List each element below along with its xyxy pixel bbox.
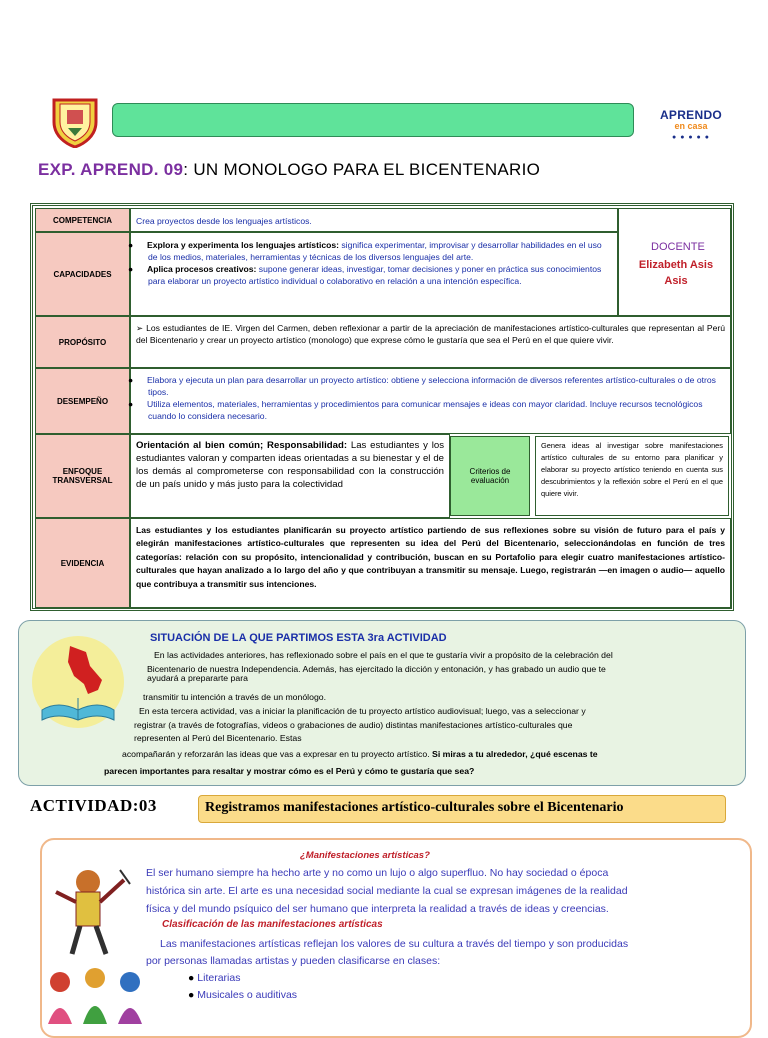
peru-map-book-icon [28, 632, 128, 732]
list-item [188, 970, 240, 987]
situacion-line-7: representen al Perú del Bicentenario. Estas [134, 733, 302, 743]
manif-line-5: por personas llamadas artistas y pueden clasificarse en clases: [146, 955, 441, 967]
situacion-line-3: ayudará a prepararte para [147, 673, 248, 683]
item-musicales: Musicales o auditivas [197, 989, 298, 1001]
manif-line-3: física y del mundo psíquico del ser humano que interpreta la realidad a través de ideas y creencias. [146, 903, 609, 915]
cap1-text: significa experimentar, improvisar y desarrollar habilidades en el uso de los medios, materiales, herramientas y técnicas de los diversos lenguajes del arte. [148, 240, 602, 262]
cap1-bold: Explora y experimenta los lenguajes artísticos: [147, 240, 339, 250]
situacion-line-8b: Si miras a tu alrededor, ¿qué escenas te [429, 749, 598, 759]
proposito-cell [130, 316, 731, 368]
school-shield-logo [50, 96, 100, 148]
manif-line-4: Las manifestaciones artísticas reflejan los valores de su cultura a través del tiempo y son producidas [160, 938, 629, 950]
aprendo-logo-text: APRENDO [659, 108, 723, 122]
evidencia-label: EVIDENCIA [35, 518, 130, 608]
item-literarias: Literarias [197, 972, 241, 984]
enfoque-text: Las estudiantes y los estudiantes valoran y comparten ideas orientadas a su bienestar y el de los demás al comprometerse con responsabilidad con la construcción de un país unido y más justo para la colectividad [136, 440, 444, 490]
capacidades-label: CAPACIDADES [35, 232, 130, 316]
enfoque-bold: Orientación al bien común; Responsabilidad: [136, 440, 348, 451]
situacion-line-4: transmitir tu intención a través de un monólogo. [143, 692, 327, 702]
actividad-text: Registramos manifestaciones artístico-culturales sobre el Bicentenario [205, 800, 624, 815]
dancer-illustration-icon [46, 862, 136, 962]
page-title [38, 160, 540, 180]
title-rest: : UN MONOLOGO PARA EL BICENTENARIO [183, 160, 541, 179]
aprendo-en-casa-logo [656, 110, 726, 143]
situacion-title: SITUACIÓN DE LA QUE PARTIMOS ESTA 3ra ACTIVIDAD [150, 632, 447, 644]
des1-text: Elabora y ejecuta un plan para desarrollar un proyecto artístico: obtiene y selecciona información de diversos referentes artístico-culturales o de otros tipos. [147, 375, 716, 397]
cap2-text: supone generar ideas, investigar, tomar decisiones y poner en práctica sus conocimientos para elaborar un proyecto artístico individual o colaborativo en relación a una intención específica. [148, 264, 602, 286]
planning-table [30, 203, 734, 611]
bullet-icon: ● [128, 375, 134, 385]
criterios-label: Criterios de evaluación [450, 436, 530, 516]
desempeno-label: DESEMPEÑO [35, 368, 130, 434]
enfoque-cell [130, 434, 450, 518]
des2-text: Utiliza elementos, materiales, herramientas y procedimientos para comunicar mensajes e ideas con mayor claridad. Incluye recursos tecnológicos cuando lo considera necesario. [147, 399, 703, 421]
header-green-banner [112, 103, 634, 137]
situacion-line-1: En las actividades anteriores, has reflexionado sobre el país en el que te gustaría vivir a propósito de la celebración del [154, 650, 613, 660]
enfoque-label: ENFOQUE TRANSVERSAL [35, 434, 130, 518]
clasificacion-subtitle: Clasificación de las manifestaciones artísticas [162, 919, 383, 930]
bullet-icon: ● [128, 240, 134, 250]
bullet-icon: ● [188, 989, 195, 1001]
competencia-text: Crea proyectos desde los lenguajes artísticos. [130, 208, 618, 232]
bullet-icon: ● [188, 972, 195, 984]
cap2-bold: Aplica procesos creativos: [147, 264, 257, 274]
en-casa-logo-text: en casa [674, 121, 708, 131]
manif-line-2: histórica sin arte. El arte es una necesidad social mediante la cual se expresan imágenes de la realidad [146, 885, 628, 897]
competencia-label: COMPETENCIA [35, 208, 130, 232]
evidencia-text: Las estudiantes y los estudiantes planificarán su proyecto artístico partiendo de sus reflexiones sobre su visión de futuro para el país y elegirán manifestaciones artístico-culturales que representen su idea del Perú del Bicentenario, seleccionándolas en función de tres categorías: relación con su propósito, intencionalidad y contribución, buscan en su Portafolio para elegir cuatro manifestaciones artístico-culturales que hayan analizado a lo largo del año y que contribuyan a transmitir su mensaje. Luego, registrarán —en imagen o audio— aquello que contribuya a transmitir sus intenciones. [130, 518, 731, 608]
manifestaciones-title: ¿Manifestaciones artísticas? [300, 850, 430, 861]
actividad-label: ACTIVIDAD:03 [30, 796, 157, 815]
docente-label: DOCENTE [651, 241, 705, 253]
docente-name: Elizabeth Asis Asis [638, 259, 714, 287]
proposito-text: Los estudiantes de IE. Virgen del Carmen, deben reflexionar a partir de la apreciación de manifestaciones artístico-culturales que representan al Perú del Bicentenario y crear un proyecto artístico (monologo) que exprese cómo le gustaría que sea el Perú en el que quiere vivir. [136, 323, 726, 345]
situacion-line-8a: acompañarán y reforzarán las ideas que vas a expresar en tu proyecto artístico. [122, 749, 430, 759]
manif-line-1: El ser humano siempre ha hecho arte y no como un lujo o algo superfluo. No hay sociedad o época [146, 867, 609, 879]
title-exp: EXP. APREND. 09 [38, 160, 184, 179]
bullet-icon: ● [128, 264, 134, 274]
docente-cell [618, 208, 731, 316]
list-item [188, 987, 297, 1004]
capacidades-text [130, 232, 618, 316]
proposito-label: PROPÓSITO [35, 316, 130, 368]
situacion-line-9: parecen importantes para resaltar y mostrar cómo es el Perú y cómo te gustaría que sea? [104, 766, 475, 776]
criterios-text: Genera ideas al investigar sobre manifestaciones artístico culturales de su entorno para planificar y elaborar su proyecto artístico teniendo en cuenta sus descubrimientos y la reflexión sobre el Perú en el que quiere vivir. [535, 436, 729, 516]
bullet-icon: ● [128, 399, 134, 409]
desempeno-cell [130, 368, 731, 434]
arrow-icon: ➢ [136, 323, 147, 333]
logo-dots: ● ● ● ● ● [672, 134, 710, 141]
situacion-line-5: En esta tercera actividad, vas a iniciar la planificación de tu proyecto artístico audiovisual; luego, vas a seleccionar y [139, 706, 586, 716]
dancers-group-illustration-icon [40, 964, 160, 1024]
situacion-line-8 [122, 747, 598, 761]
situacion-line-6: registrar (a través de fotografías, videos o grabaciones de audio) distintas manifestaciones artístico-culturales que [134, 720, 573, 730]
situacion-line-2: Bicentenario de nuestra Independencia. Además, has ejercitado la dicción y entonación, y has grabado un audio que te [147, 664, 606, 674]
